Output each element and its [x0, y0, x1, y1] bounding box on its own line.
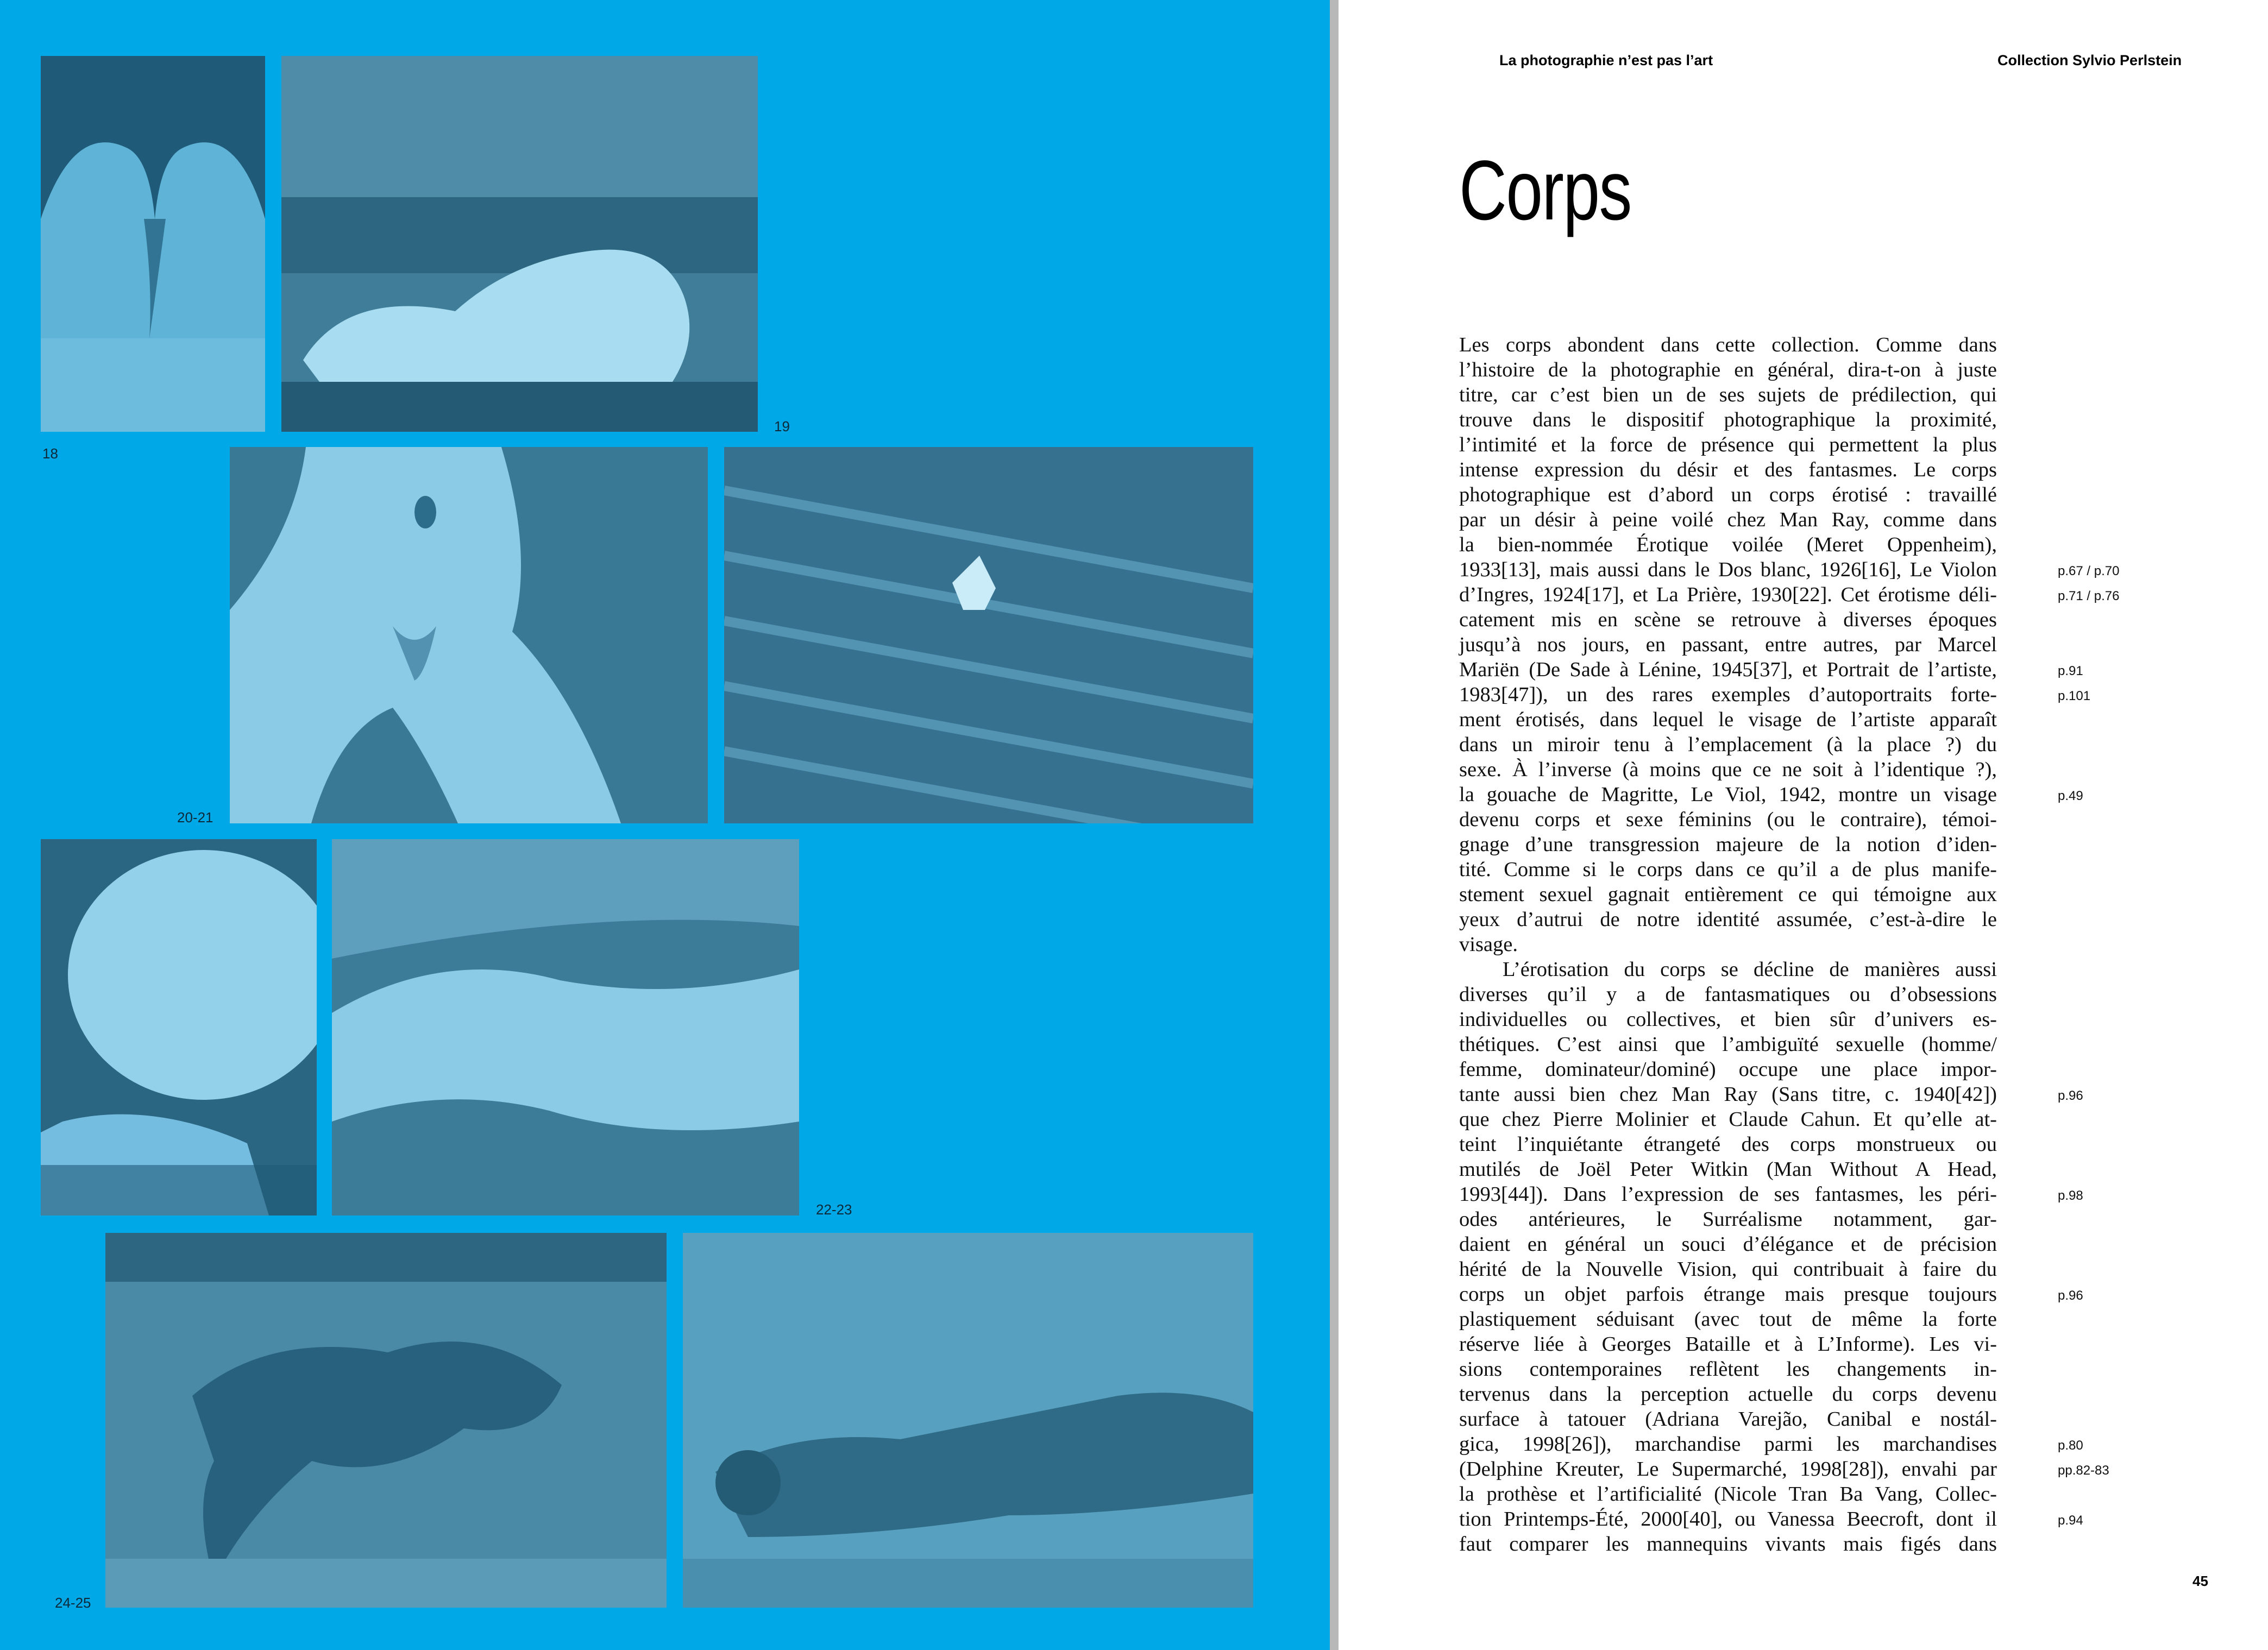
photo-plate-24: [105, 1233, 667, 1608]
body-line: mutilés de Joël Peter Witkin (Man Without A Head,: [1459, 1158, 1997, 1181]
body-line: la bien-nommée Érotique voilée (Meret Oppenheim),: [1459, 533, 1997, 556]
body-line: Mariën (De Sade à Lénine, 1945[37], et Portrait de l’artiste,: [1459, 658, 1997, 681]
body-line: plastiquement séduisant (avec tout de même la forte: [1459, 1308, 1997, 1331]
margin-page-reference: p.98: [2058, 1188, 2083, 1203]
running-head-left: La photographie n’est pas l’art: [1499, 52, 1713, 68]
margin-page-reference: p.94: [2058, 1513, 2083, 1528]
body-line: L’érotisation du corps se décline de manières aussi: [1503, 958, 1997, 981]
page-number: 45: [2192, 1573, 2208, 1589]
body-line: visage.: [1459, 933, 1518, 956]
plate-number-19: 19: [774, 418, 790, 434]
photo-plate-18: [41, 56, 265, 432]
body-line: l’intimité et la force de présence qui permettent la plus: [1459, 433, 1997, 456]
body-line: gica, 1998[26]), marchandise parmi les marchandises: [1459, 1433, 1997, 1456]
running-head-right: Collection Sylvio Perlstein: [1997, 52, 2182, 68]
body-line: 1983[47]), un des rares exemples d’autoportraits forte-: [1459, 683, 1997, 706]
body-line: Les corps abondent dans cette collection. Comme dans: [1459, 333, 1997, 356]
chapter-title: Corps: [1459, 143, 1631, 238]
body-line: photographique est d’abord un corps érotisé : travaillé: [1459, 483, 1997, 506]
body-text: [1459, 332, 1997, 1557]
body-line: hérité de la Nouvelle Vision, qui contribuait à faire du: [1459, 1258, 1997, 1281]
body-line: (Delphine Kreuter, Le Supermarché, 1998[28]), envahi par: [1459, 1458, 1997, 1481]
body-line: sions contemporaines reflètent les changements in-: [1459, 1358, 1997, 1381]
plate-number-18: 18: [42, 445, 58, 462]
body-line: trouve dans le dispositif photographique la proximité,: [1459, 408, 1997, 431]
margin-page-reference: p.71 / p.76: [2058, 589, 2120, 603]
body-line: catement mis en scène se retrouve à diverses époques: [1459, 608, 1997, 631]
body-line: sexe. À l’inverse (à moins que ce ne soit à l’identique ?),: [1459, 758, 1997, 781]
body-line: l’histoire de la photographie en général, dira-t-on à juste: [1459, 358, 1997, 381]
margin-page-reference: p.67 / p.70: [2058, 564, 2120, 578]
body-line: jusqu’à nos jours, en passant, entre autres, par Marcel: [1459, 633, 1997, 656]
body-line: diverses qu’il y a de fantasmatiques ou d’obsessions: [1459, 983, 1997, 1006]
margin-page-reference: p.101: [2058, 689, 2091, 703]
body-line: la gouache de Magritte, Le Viol, 1942, montre un visage: [1459, 783, 1997, 806]
body-line: gnage d’une transgression majeure de la notion d’iden-: [1459, 833, 1997, 856]
plate-number-24-25: 24-25: [55, 1595, 91, 1611]
body-line: femme, dominateur/dominé) occupe une place impor-: [1459, 1058, 1997, 1081]
margin-page-reference: p.96: [2058, 1288, 2083, 1303]
body-line: odes antérieures, le Surréalisme notamment, gar-: [1459, 1208, 1997, 1231]
body-line: que chez Pierre Molinier et Claude Cahun. Et qu’elle at-: [1459, 1108, 1997, 1131]
plate-number-22-23: 22-23: [816, 1201, 852, 1218]
body-line: surface à tatouer (Adriana Varejão, Canibal e nostál-: [1459, 1408, 1997, 1431]
body-line: par un désir à peine voilé chez Man Ray, comme dans: [1459, 508, 1997, 531]
body-line: tité. Comme si le corps dans ce qu’il a de plus manife-: [1459, 858, 1997, 881]
body-line: devenu corps et sexe féminins (ou le contraire), témoi-: [1459, 808, 1997, 831]
body-line: stement sexuel gagnait entièrement ce qui témoigne aux: [1459, 883, 1997, 906]
body-line: tervenus dans la perception actuelle du corps devenu: [1459, 1383, 1997, 1406]
body-line: faut comparer les mannequins vivants mais figés dans: [1459, 1533, 1997, 1555]
body-line: individuelles ou collectives, et bien sûr d’univers es-: [1459, 1008, 1997, 1031]
body-line: corps un objet parfois étrange mais presque toujours: [1459, 1283, 1997, 1306]
photo-plate-21: [724, 447, 1253, 823]
body-line: dans un miroir tenu à l’emplacement (à la place ?) du: [1459, 733, 1997, 756]
body-line: thétiques. C’est ainsi que l’ambiguïté sexuelle (homme/: [1459, 1033, 1997, 1056]
body-line: teint l’inquiétante étrangeté des corps monstrueux ou: [1459, 1133, 1997, 1156]
body-line: titre, car c’est bien un de ses sujets de prédilection, qui: [1459, 383, 1997, 406]
body-line: yeux d’autrui de notre identité assumée, c’est-à-dire le: [1459, 908, 1997, 931]
margin-page-reference: p.96: [2058, 1088, 2083, 1103]
body-line: intense expression du désir et des fantasmes. Le corps: [1459, 458, 1997, 481]
body-line: 1933[13], mais aussi dans le Dos blanc, 1926[16], Le Violon: [1459, 558, 1997, 581]
body-line: ment érotisés, dans lequel le visage de l’artiste apparaît: [1459, 708, 1997, 731]
body-line: daient en général un souci d’élégance et de précision: [1459, 1233, 1997, 1256]
margin-page-reference: p.80: [2058, 1438, 2083, 1453]
margin-page-reference: p.49: [2058, 789, 2083, 803]
body-line: tion Printemps-Été, 2000[40], ou Vanessa Beecroft, dont il: [1459, 1508, 1997, 1531]
photo-plate-22: [41, 839, 317, 1216]
photo-plate-19: [281, 56, 758, 432]
body-line: la prothèse et l’artificialité (Nicole Tran Ba Vang, Collec-: [1459, 1483, 1997, 1506]
margin-page-reference: p.91: [2058, 664, 2083, 678]
photo-plate-20: [230, 447, 708, 823]
body-line: tante aussi bien chez Man Ray (Sans titre, c. 1940[42]): [1459, 1083, 1997, 1106]
photo-plate-23: [332, 839, 799, 1216]
photo-plate-25: [683, 1233, 1253, 1608]
body-line: 1993[44]). Dans l’expression de ses fantasmes, les péri-: [1459, 1183, 1997, 1206]
body-line: réserve liée à Georges Bataille et à L’Informe). Les vi-: [1459, 1333, 1997, 1356]
body-line: d’Ingres, 1924[17], et La Prière, 1930[22]. Cet érotisme déli-: [1459, 583, 1997, 606]
page-gutter: [1330, 0, 1339, 1650]
plate-number-20-21: 20-21: [177, 809, 213, 826]
margin-page-reference: pp.82-83: [2058, 1463, 2109, 1478]
